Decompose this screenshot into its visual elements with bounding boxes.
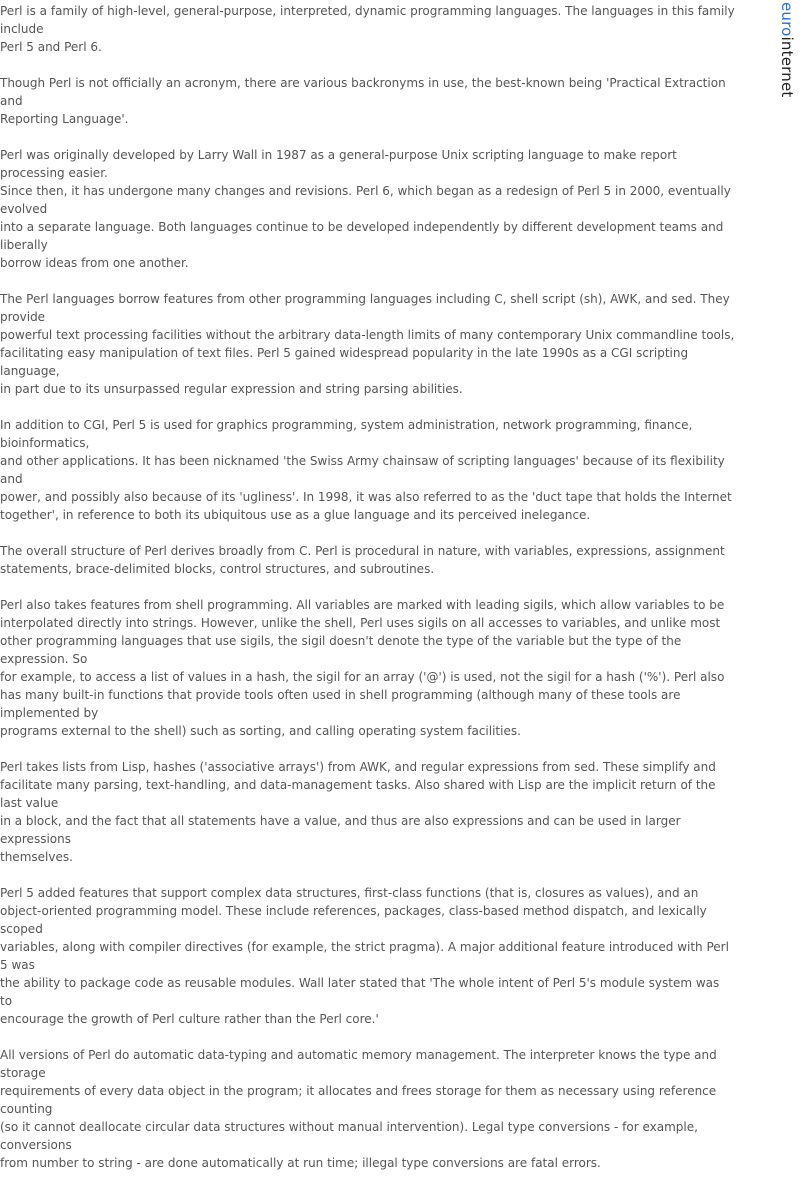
- paragraph: Perl 5 added features that support complex data structures, first-class functions (that is, closures as values), and an object-oriented programming model. These include references, packages, class-based method dispatch, and lexically scoped variables, along with compiler directives (for example, the strict pragma). A major additional feature introduced with Perl 5 was the ability to package code as reusable modules. Wall later stated that 'The whole intent of Perl 5's module system was to encourage the growth of Perl culture rather than the Perl core.': [0, 886, 729, 1026]
- eurointernet-logo[interactable]: [776, 2, 798, 98]
- paragraph: Perl is a family of high-level, general-purpose, interpreted, dynamic programming languages. The languages in this family include Perl 5 and Perl 6.: [0, 4, 735, 54]
- logo-part-euro: euro: [778, 2, 796, 37]
- paragraph: The overall structure of Perl derives broadly from C. Perl is procedural in nature, with variables, expressions, assignment statements, brace-delimited blocks, control structures, and subroutines.: [0, 544, 725, 576]
- paragraph: Perl also takes features from shell programming. All variables are marked with leading sigils, which allow variables to be interpolated directly into strings. However, unlike the shell, Perl uses sigils on all accesses to variables, and unlike most other programming languages that use sigils, the sigil doesn't denote the type of the variable but the type of the expression. So for example, to access a list of values in a hash, the sigil for an array ('@') is used, not the sigil for a hash ('%'). Perl also has many built-in functions that provide tools often used in shell programming (although many of these tools are implemented by programs external to the shell) such as sorting, and calling operating system facilities.: [0, 598, 725, 738]
- paragraph: Perl takes lists from Lisp, hashes ('associative arrays') from AWK, and regular expressions from sed. These simplify and facilitate many parsing, text-handling, and data-management tasks. Also shared with Lisp are the implicit return of the last value in a block, and the fact that all statements have a value, and thus are also expressions and can be used in larger expressions themselves.: [0, 760, 716, 864]
- paragraph: In addition to CGI, Perl 5 is used for graphics programming, system administration, network programming, finance, bioinformatics, and other applications. It has been nicknamed 'the Swiss Army chainsaw of scripting languages' because of its flexibility and power, and possibly also because of its 'ugliness'. In 1998, it was also referred to as the 'duct tape that holds the Internet together', in reference to both its ubiquitous use as a glue language and its perceived inelegance.: [0, 418, 732, 522]
- paragraph: Perl was originally developed by Larry Wall in 1987 as a general-purpose Unix scripting language to make report processing easier. Since then, it has undergone many changes and revisions. Perl 6, which began as a redesign of Perl 5 in 2000, eventually evolved into a separate language. Both languages continue to be developed independently by different development teams and liberally borrow ideas from one another.: [0, 148, 731, 270]
- article-body: [0, 2, 735, 1190]
- paragraph: The Perl languages borrow features from other programming languages including C, shell script (sh), AWK, and sed. They provide powerful text processing facilities without the arbitrary data-length limits of many contemporary Unix commandline tools, facilitating easy manipulation of text files. Perl 5 gained widespread popularity in the late 1990s as a CGI scripting language, in part due to its unsurpassed regular expression and string parsing abilities.: [0, 292, 735, 396]
- paragraph: All versions of Perl do automatic data-typing and automatic memory management. The interpreter knows the type and storage requirements of every data object in the program; it allocates and frees storage for them as necessary using reference counting (so it cannot deallocate circular data structures without manual intervention). Legal type conversions - for example, conversions from number to string - are done automatically at run time; illegal type conversions are fatal errors.: [0, 1048, 717, 1170]
- logo-part-internet: internet: [778, 36, 796, 98]
- paragraph: Though Perl is not officially an acronym, there are various backronyms in use, the best-known being 'Practical Extraction and Reporting Language'.: [0, 76, 726, 126]
- logo-text: [778, 2, 796, 97]
